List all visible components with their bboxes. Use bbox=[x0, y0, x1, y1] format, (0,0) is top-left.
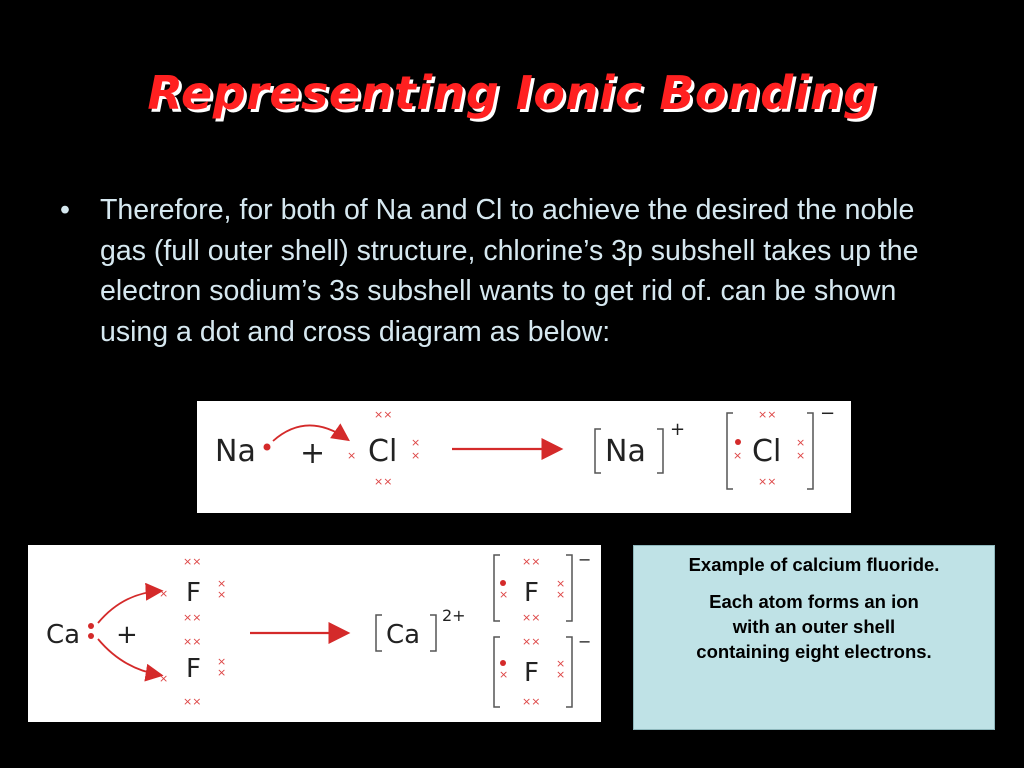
svg-text:×: × bbox=[556, 668, 566, 681]
svg-text:××: ×× bbox=[183, 635, 202, 648]
cl-ion-bracket-right bbox=[807, 413, 813, 489]
note-heading: Example of calcium fluoride. bbox=[688, 554, 940, 575]
na-ion-bracket-right bbox=[657, 429, 663, 473]
svg-text:×: × bbox=[796, 436, 806, 449]
f-ion-bottom-label: F bbox=[524, 658, 539, 688]
cl-atom-label: Cl bbox=[368, 434, 398, 469]
svg-text:×: × bbox=[411, 436, 421, 449]
na-ion-bracket-left bbox=[595, 429, 601, 473]
bullet-paragraph bbox=[60, 190, 960, 352]
svg-text:××: ×× bbox=[374, 408, 393, 421]
f-ion-top-label: F bbox=[524, 578, 539, 608]
svg-text:××: ×× bbox=[522, 555, 541, 568]
electron-transfer-arrow-top bbox=[98, 591, 160, 623]
cl-ion-charge: − bbox=[820, 403, 836, 424]
f-ion-bottom-bracket-right bbox=[566, 637, 572, 707]
svg-text:××: ×× bbox=[758, 475, 777, 488]
na-atom-label: Na bbox=[215, 434, 256, 469]
svg-text:××: ×× bbox=[374, 475, 393, 488]
bullet-marker: • bbox=[60, 194, 70, 226]
nacl-diagram-panel bbox=[197, 401, 851, 513]
note-line-1: Each atom forms an ion bbox=[709, 591, 919, 612]
ca-electron-dot-1 bbox=[88, 623, 94, 629]
plus-sign: + bbox=[300, 436, 326, 471]
svg-text:×: × bbox=[411, 449, 421, 462]
svg-text:×: × bbox=[556, 588, 566, 601]
na-electron-dot bbox=[264, 444, 271, 451]
plus-sign: + bbox=[116, 620, 138, 650]
f-ion-bottom-cross-left: × bbox=[499, 668, 509, 681]
svg-text:×: × bbox=[347, 449, 357, 462]
svg-text:×: × bbox=[217, 577, 227, 590]
svg-text:××: ×× bbox=[183, 555, 202, 568]
note-line-3: containing eight electrons. bbox=[696, 641, 932, 662]
bullet-text: Therefore, for both of Na and Cl to achieve the desired the noble gas (full outer shell) structure, chlorine’s 3p subshell takes up the electron sodium’s 3s subshell wants to get rid of. can be shown using a dot and cross diagram as below: bbox=[100, 194, 919, 348]
svg-text:××: ×× bbox=[183, 611, 202, 624]
svg-text:××: ×× bbox=[758, 408, 777, 421]
f-ion-top-cross-left: × bbox=[499, 588, 509, 601]
f-atom-bottom-label: F bbox=[186, 654, 201, 684]
cl-ion-label: Cl bbox=[752, 434, 782, 469]
svg-text:×: × bbox=[217, 588, 227, 601]
svg-text:××: ×× bbox=[183, 695, 202, 708]
svg-text:×: × bbox=[796, 449, 806, 462]
f-ion-top-bracket-right bbox=[566, 555, 572, 621]
na-ion-label: Na bbox=[605, 434, 646, 469]
svg-text:×: × bbox=[159, 587, 169, 600]
nacl-diagram bbox=[197, 401, 851, 513]
na-ion-charge: + bbox=[670, 419, 686, 440]
f-ion-top-dot-electron bbox=[500, 580, 506, 586]
f-atom-top-label: F bbox=[186, 578, 201, 608]
ca-electron-dot-2 bbox=[88, 633, 94, 639]
svg-text:×: × bbox=[217, 666, 227, 679]
f-ion-bottom-dot-electron bbox=[500, 660, 506, 666]
ca-atom-label: Ca bbox=[46, 620, 81, 650]
ca-ion-bracket-left bbox=[376, 615, 382, 651]
cl-ion-cross-left: × bbox=[733, 449, 743, 462]
svg-text:×: × bbox=[556, 577, 566, 590]
calcium-fluoride-note bbox=[633, 545, 995, 730]
caf2-diagram-panel bbox=[28, 545, 601, 722]
svg-text:××: ×× bbox=[522, 611, 541, 624]
ca-ion-bracket-right bbox=[430, 615, 436, 651]
svg-text:××: ×× bbox=[522, 635, 541, 648]
f-ion-top-charge: − bbox=[578, 550, 592, 569]
cl-ion-dot-electron bbox=[735, 439, 741, 445]
f-ion-bottom-charge: − bbox=[578, 632, 592, 651]
svg-text:×: × bbox=[217, 655, 227, 668]
ca-ion-label: Ca bbox=[386, 620, 421, 650]
svg-text:××: ×× bbox=[522, 695, 541, 708]
svg-text:×: × bbox=[556, 657, 566, 670]
ca-ion-charge: 2+ bbox=[442, 606, 466, 625]
note-line-2: with an outer shell bbox=[732, 616, 896, 637]
svg-text:×: × bbox=[159, 672, 169, 685]
caf2-diagram bbox=[28, 545, 601, 722]
slide-title: Representing Ionic Bonding bbox=[147, 66, 877, 120]
